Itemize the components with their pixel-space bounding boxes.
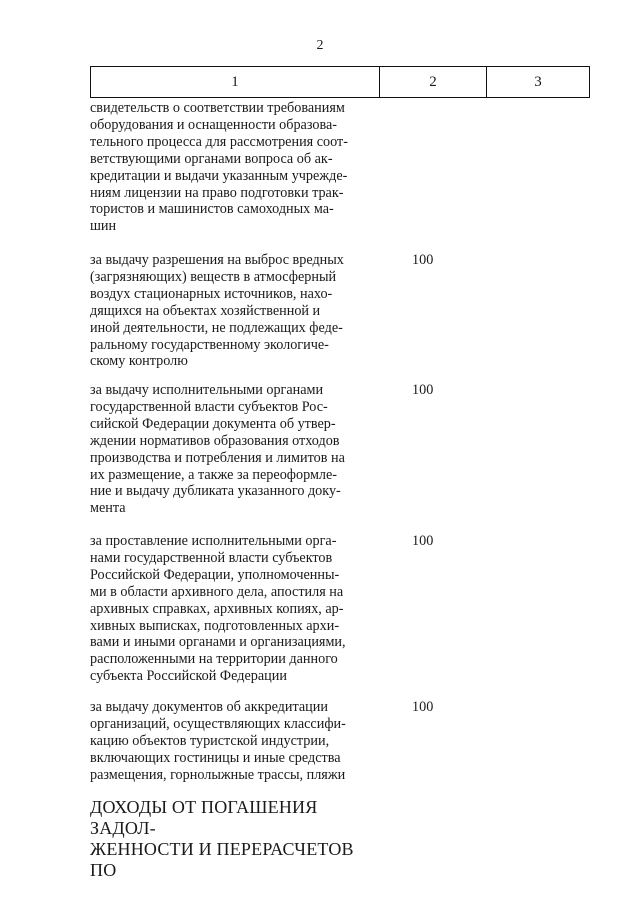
fee-description: за выдачу исполнительными органами государственной власти субъектов Рос- сийской Федерации документа об утвер- ждении нормативов образования отходов производства и потребления и лимитов на их размещение, а также за переоформле- ние и выдачу дубликата указанного доку- мента xyxy=(90,382,345,517)
column-header-2: 2 xyxy=(380,67,487,97)
table-row xyxy=(90,382,590,517)
fee-description: за проставление исполнительными орга- нами государственной власти субъектов Российской Федерации, уполномоченны- ми в области архивного дела, апостиля на архивных справках, архивных копиях, ар- хивных выписках, подготовленных архи- вами и иными органами и организациями, расположенными на территории данного субъекта Российской Федерации xyxy=(90,533,346,685)
table-column-header xyxy=(90,66,590,98)
page-number: 2 xyxy=(316,38,324,53)
table-row xyxy=(90,533,590,685)
fee-amount: 100 xyxy=(412,533,434,549)
section-heading: ДОХОДЫ ОТ ПОГАШЕНИЯ ЗАДОЛ- ЖЕННОСТИ И ПЕРЕРАСЧЕТОВ ПО xyxy=(90,797,354,880)
fee-description: за выдачу документов об аккредитации организаций, осуществляющих классифи- кацию объектов туристской индустрии, включающих гостиницы и иные средства размещения, горнолыжные трассы, пляжи xyxy=(90,699,346,783)
table-row xyxy=(90,252,590,370)
table-row xyxy=(90,100,590,235)
column-header-3: 3 xyxy=(534,73,542,90)
fee-description: за выдачу разрешения на выброс вредных (загрязняющих) веществ в атмосферный воздух стационарных источников, нахо- дящихся на объектах хозяйственной и иной деятельности, не подлежащих феде- ральному государственному экологиче- скому контролю xyxy=(90,252,344,370)
fee-amount: 100 xyxy=(412,252,434,268)
fee-amount: 100 xyxy=(412,699,434,715)
fee-description: свидетельств о соответствии требованиям оборудования и оснащенности образова- тельного процесса для рассмотрения соот- ветствующими органами вопроса об ак- кредитации и выдачи указанным учрежде- ниям лицензии на право подготовки трак- тористов и машинистов самоходных ма- шин xyxy=(90,100,348,235)
fee-amount: 100 xyxy=(412,382,434,398)
table-row xyxy=(90,699,590,784)
column-header-1: 1 xyxy=(91,67,380,97)
